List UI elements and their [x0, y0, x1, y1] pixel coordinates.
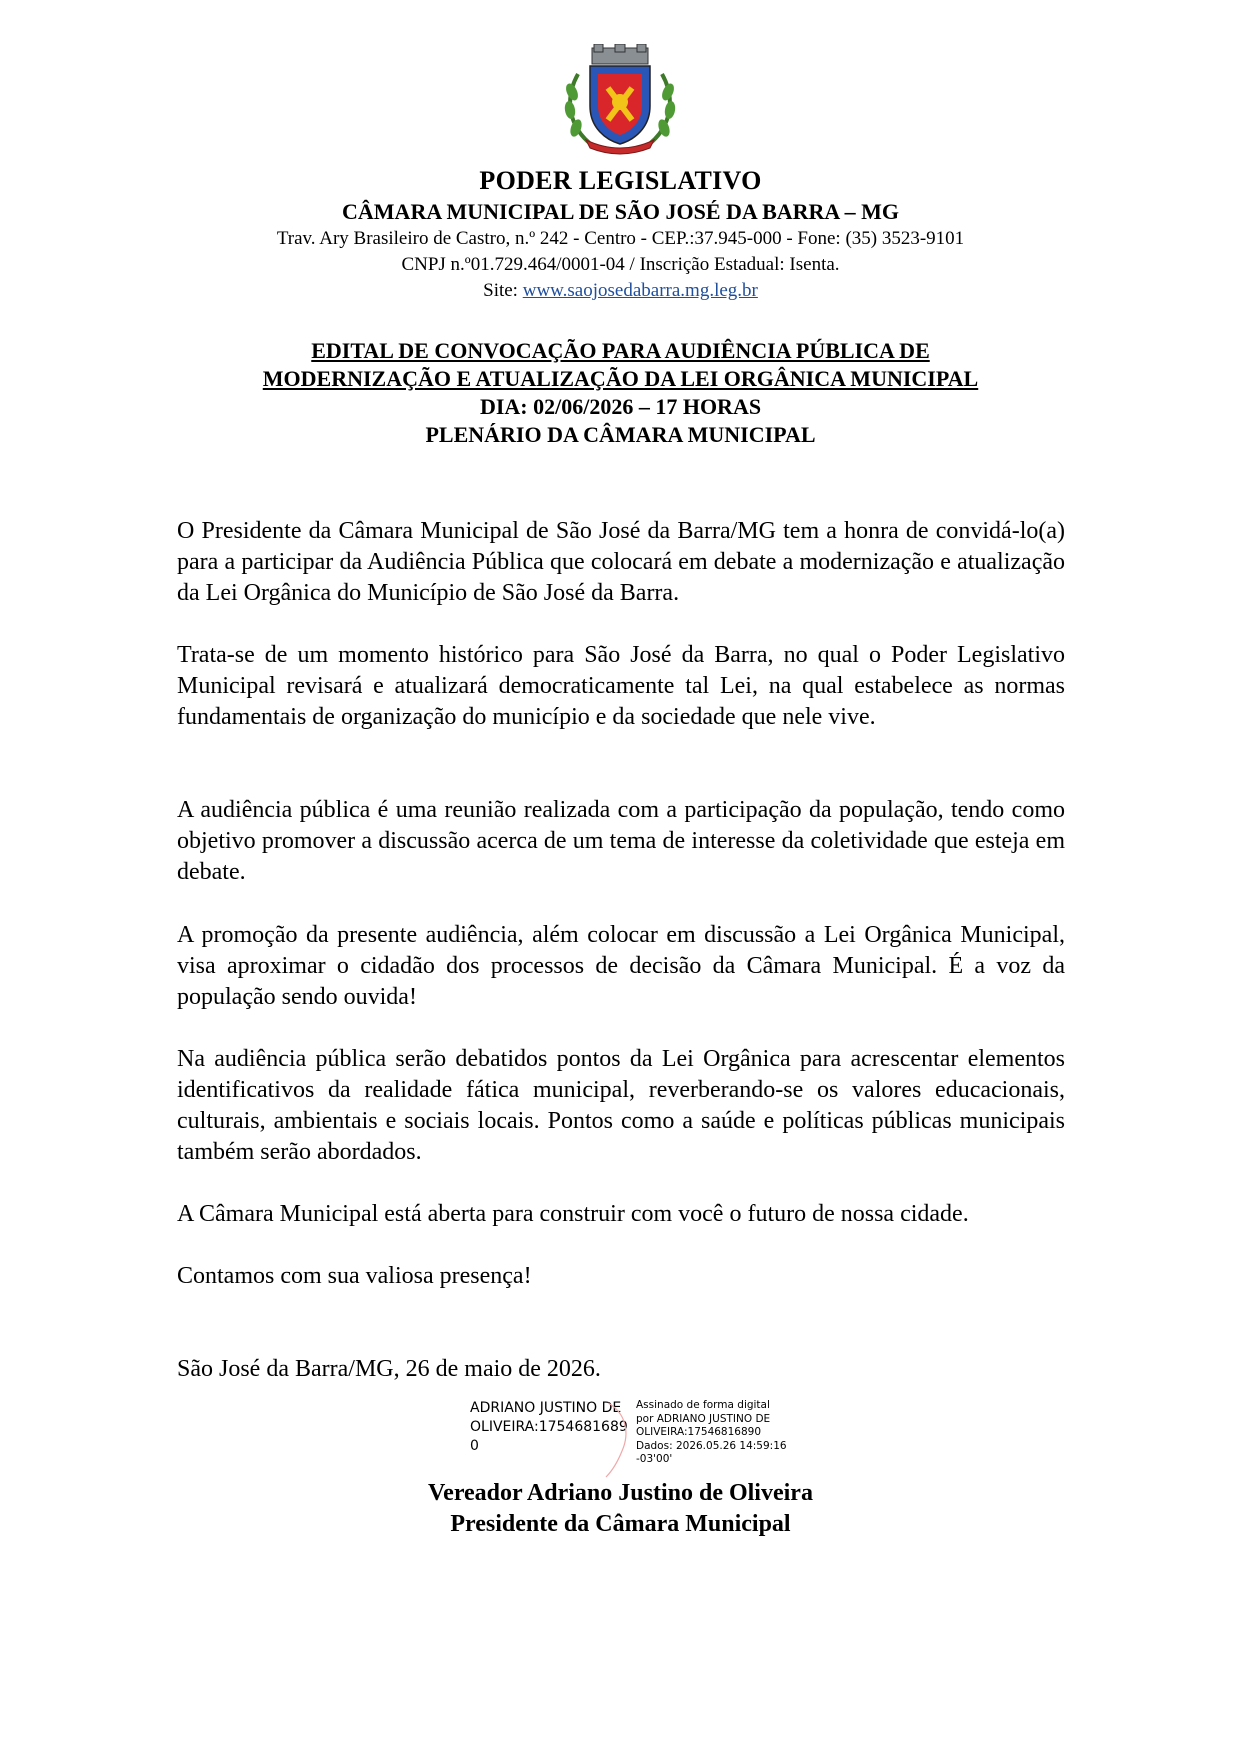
site-label: Site:: [483, 280, 523, 301]
paragraph-topics: Na audiência pública serão debatidos pontos da Lei Orgânica para acrescentar elementos identificativos da realidade fática municipal, reverberando-se os valores educacionais, culturais, ambientais e sociais locais. Pontos como a saúde e políticas públicas municipais também serão abordados.: [177, 1046, 1065, 1165]
notice-title-line2: MODERNIZAÇÃO E ATUALIZAÇÃO DA LEI ORGÂNICA MUNICIPAL: [262, 366, 979, 391]
paragraph-closing: Contamos com sua valiosa presença!: [177, 1263, 532, 1289]
signatory-name: Vereador Adriano Justino de Oliveira: [428, 1480, 813, 1506]
signature-info: Assinado de forma digital por ADRIANO JUSTINO DE OLIVEIRA:17546816890 Dados: 2026.05.26 14:59:16 -03'00': [636, 1399, 787, 1465]
paragraph-historic-moment: Trata-se de um momento histórico para São José da Barra, no qual o Poder Legislativo Municipal revisará e atualizará democraticamente tal Lei, na qual estabelece as normas fundamentais de organização do município e da sociedade que nele vive.: [177, 642, 1065, 730]
notice-date-line: DIA: 02/06/2026 – 17 HORAS: [479, 394, 762, 419]
site-link[interactable]: www.saojosedabarra.mg.leg.br: [522, 280, 758, 301]
notice-place-line: PLENÁRIO DA CÂMARA MUNICIPAL: [425, 422, 816, 447]
chamber-name: CÂMARA MUNICIPAL DE SÃO JOSÉ DA BARRA – MG: [342, 199, 899, 224]
paragraph-definition: A audiência pública é uma reunião realizada com a participação da população, tendo como objetivo promover a discussão acerca de um tema de interesse da coletividade que esteja em debate.: [177, 797, 1065, 885]
notice-title-line1: EDITAL DE CONVOCAÇÃO PARA AUDIÊNCIA PÚBLICA DE: [311, 338, 930, 363]
place-and-date: São José da Barra/MG, 26 de maio de 2026.: [177, 1356, 601, 1382]
signatory-role: Presidente da Câmara Municipal: [450, 1511, 791, 1537]
header-title: PODER LEGISLATIVO: [479, 166, 762, 195]
signature-signer-name: ADRIANO JUSTINO DE OLIVEIRA:17546816890: [470, 1400, 628, 1454]
paragraph-promotion: A promoção da presente audiência, além colocar em discussão a Lei Orgânica Municipal, visa aproximar o cidadão dos processos de decisão da Câmara Municipal. É a voz da população sendo ouvida!: [177, 922, 1065, 1010]
cnpj-line: CNPJ n.º01.729.464/0001-04 / Inscrição Estadual: Isenta.: [401, 254, 840, 275]
site-line: [0, 280, 1241, 302]
digital-signature: [470, 1399, 790, 1484]
signature-mark-icon: [600, 1399, 640, 1479]
paragraph-invitation: O Presidente da Câmara Municipal de São José da Barra/MG tem a honra de convidá-lo(a) para a participar da Audiência Pública que colocará em debate a modernização e atualização da Lei Orgânica do Município de São José da Barra.: [177, 518, 1065, 606]
coat-of-arms-icon: [556, 44, 684, 156]
paragraph-open-chamber: A Câmara Municipal está aberta para construir com você o futuro de nossa cidade.: [177, 1201, 969, 1227]
address-line: Trav. Ary Brasileiro de Castro, n.º 242 - Centro - CEP.:37.945-000 - Fone: (35) 3523-9101: [276, 228, 965, 249]
